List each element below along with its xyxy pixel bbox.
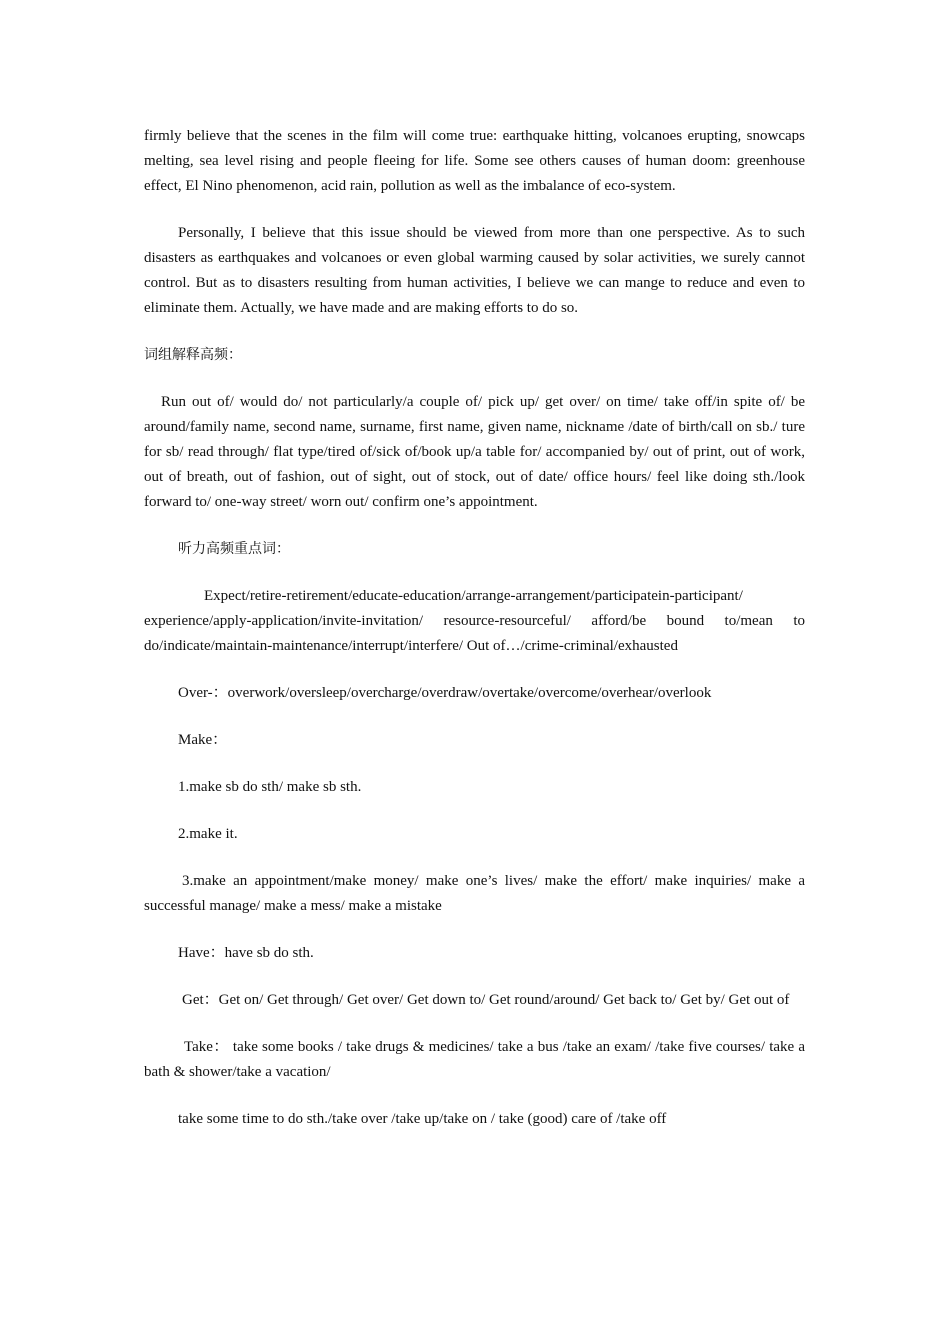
item-make-1: 1.make sb do sth/ make sb sth.	[178, 779, 362, 795]
heading-phrase-explanations: 词组解释高频：	[144, 347, 242, 363]
paragraph-phrase-list: Run out of/ would do/ not particularly/a couple of/ pick up/ get over/ on time/ take off/in spite of/ be around/family name, second name, surname, first name, given name, nickname /date of birth/call on sb./ ture for sb/ read through/ flat type/tired of/sick of/book up/a table for/ accompanied by/ out of print, out of work, out of breath, out of fashion, out of sight, out of stock, out of date/ office hours/ feel like doing sth./look forward to/ one-way street/ worn out/ confirm one’s appointment.	[144, 394, 805, 510]
paragraph-have: Have：have sb do sth.	[178, 945, 314, 961]
document-page	[144, 124, 805, 1154]
item-make-2: 2.make it.	[178, 826, 238, 842]
item-make-3: 3.make an appointment/make money/ make one’s lives/ make the effort/ make inquiries/ make a successful manage/ make a mess/ make a mistake	[144, 873, 805, 914]
paragraph-personal-view: Personally, I believe that this issue should be viewed from more than one perspective. As to such disasters as earthquakes and volcanoes or even global warming caused by solar activities, we surely cannot control. But as to disasters resulting from human activities, I believe we can mange to reduce and even to eliminate them. Actually, we have made and are making efforts to do so.	[144, 225, 805, 316]
heading-listening-words: 听力高频重点词：	[178, 541, 290, 557]
paragraph-take: Take： take some books / take drugs & medicines/ take a bus /take an exam/ /take five courses/ take a bath & shower/take a vacation/	[144, 1039, 805, 1080]
paragraph-over-prefix: Over-：overwork/oversleep/overcharge/overdraw/overtake/overcome/overhear/overlook	[178, 685, 712, 701]
paragraph-doom-causes: firmly believe that the scenes in the film will come true: earthquake hitting, volcanoes erupting, snowcaps melting, sea level rising and people fleeing for life. Some see others causes of human doom: greenhouse effect, El Nino phenomenon, acid rain, pollution as well as the imbalance of eco-system.	[144, 128, 805, 194]
heading-make: Make：	[178, 732, 228, 748]
paragraph-take-more: take some time to do sth./take over /take up/take on / take (good) care of /take off	[178, 1111, 667, 1127]
paragraph-get: Get：Get on/ Get through/ Get over/ Get down to/ Get round/around/ Get back to/ Get by/ Get out of	[182, 992, 790, 1008]
paragraph-listening-word-list: Expect/retire-retirement/educate-education/arrange-arrangement/participatein-participant/ experience/apply-application/invite-invitation/ resource-resourceful/ afford/be bound to/mean to do/indicate/maintain-maintenance/interrupt/interfere/ Out of…/crime-criminal/exhausted	[144, 588, 805, 654]
